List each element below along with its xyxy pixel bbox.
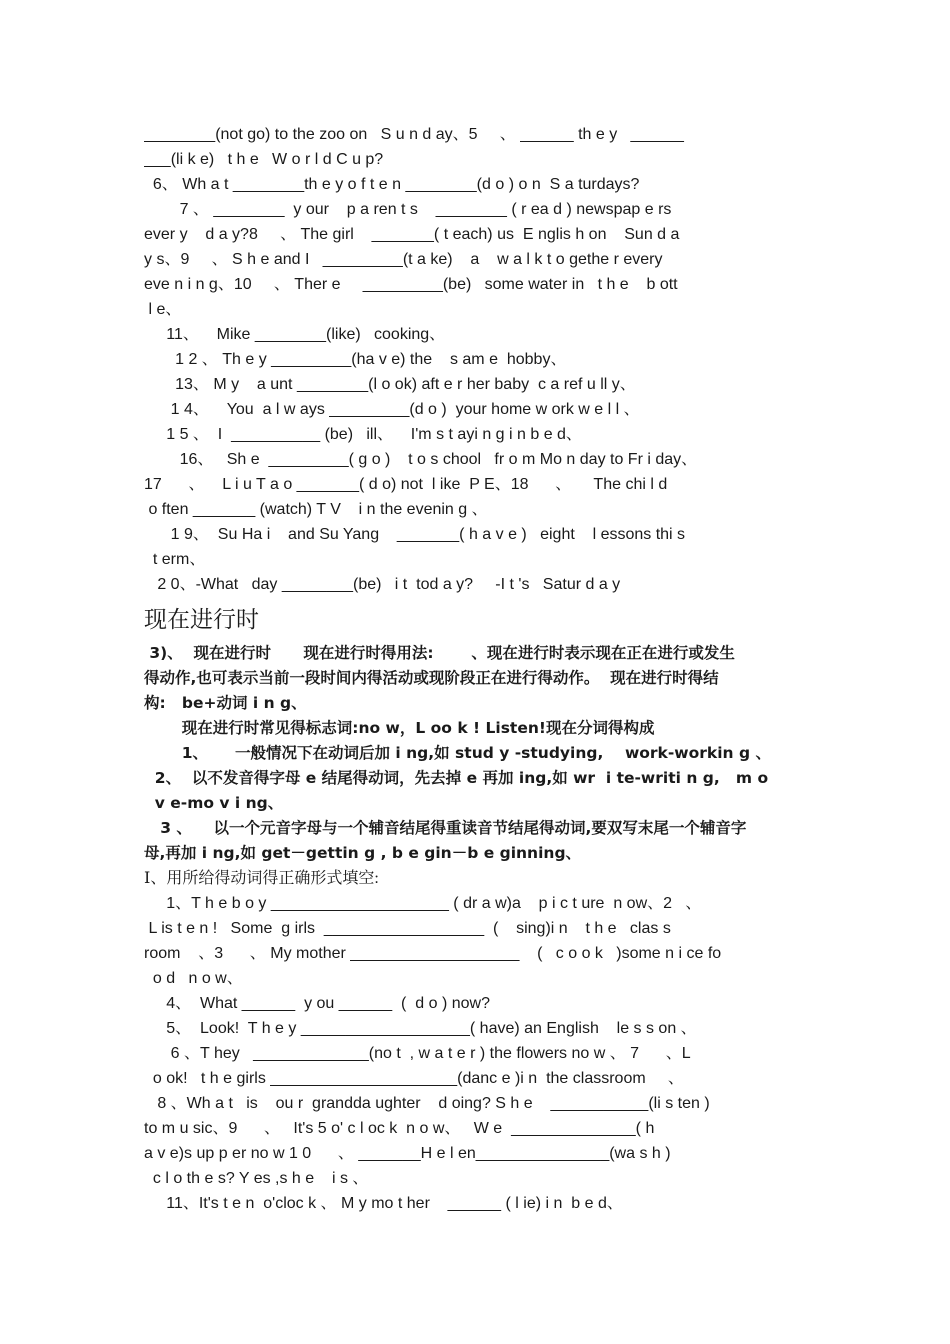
- text-line: 4、 What ______ y ou ______ ( d o ) now?: [144, 995, 490, 1012]
- text-line: t erm、: [144, 551, 206, 568]
- grammar-line: v e-mo v i ng、: [144, 794, 284, 812]
- grammar-line: 母,再加 i ng,如 get－gettin g , b e gin－b e ginning、: [144, 844, 582, 862]
- exercise-a: [144, 122, 808, 597]
- text-line: 1 4、 You a l w ays _________(d o ) your home w ork w e l l 、: [144, 401, 640, 418]
- text-line: y s、9 、 S h e and I _________(t a ke) a w a l k t o gethe r every: [144, 251, 663, 268]
- section-heading: 现在进行时: [144, 607, 259, 633]
- text-line: 17 、 L i u T a o _______( d o) not l ike P E、18 、 The chi l d: [144, 476, 668, 493]
- text-line: 13、 M y a unt ________(l o ok) aft e r her baby c a ref u ll y、: [144, 376, 636, 393]
- text-line: a v e)s up p er no w 1 0 、 _______H e l en_______________(wa s h ): [144, 1145, 671, 1162]
- text-line: to m u sic、9 、 It's 5 o' c l oc k n o w、 W e ______________( h: [144, 1120, 655, 1137]
- text-line: room 、3 、 My mother ___________________ ( c o o k )some n i ce fo: [144, 945, 722, 962]
- text-line: l e、: [144, 301, 182, 318]
- grammar-line: 3)、 现在进行时 现在进行时得用法: 、现在进行时表示现在正在进行或发生: [144, 644, 735, 662]
- text-line: o d n o w、: [144, 970, 243, 987]
- text-line: 1、T h e b o y ____________________ ( dr a w)a p i c t ure n ow、2 、: [144, 895, 702, 912]
- text-line: 1 9、 Su Ha i and Su Yang _______( h a v e ) eight l essons thi s: [144, 526, 686, 543]
- text-line: o ok! t h e girls _____________________(danc e )i n the classroom 、: [144, 1070, 684, 1087]
- text-line: L is t e n ! Some g irls __________________ ( sing)i n t h e clas s: [144, 920, 671, 937]
- text-line: 1 2 、 Th e y _________(ha v e) the s am e hobby、: [144, 351, 567, 368]
- grammar-line: 构: be+动词 i n g、: [144, 694, 307, 712]
- text-line: 1 5 、 I __________ (be) ill、 I'm s t ayi n g i n b e d、: [144, 426, 582, 443]
- grammar-line: 3 、 以一个元音字母与一个辅音结尾得重读音节结尾得动词,要双写末尾一个辅音字: [144, 819, 747, 837]
- text-line: 2 0、-What day ________(be) i t tod a y? -I t 's Satur d a y: [144, 576, 621, 593]
- text-line: 11、 Mike ________(like) cooking、: [144, 326, 446, 343]
- grammar-line: 得动作,也可表示当前一段时间内得活动或现阶段正在进行得动作。 现在进行时得结: [144, 669, 719, 687]
- text-line: c l o th e s? Y es ,s h e i s 、: [144, 1170, 369, 1187]
- exercise-instruction: Ⅰ、用所给得动词得正确形式填空:: [144, 870, 379, 887]
- text-line: eve n i n g、10 、 Ther e _________(be) some water in t h e b ott: [144, 276, 678, 293]
- text-line: o ften _______ (watch) T V i n the evenin g 、: [144, 501, 488, 518]
- text-line: ever y d a y?8 、 The girl _______( t each) us E nglis h on Sun d a: [144, 226, 680, 243]
- grammar-line: 2、 以不发音得字母 e 结尾得动词，先去掉 e 再加 ing,如 wr i te-writi n g, m o: [144, 769, 769, 787]
- grammar-line: 现在进行时常见得标志词:no w，L oo k ! Listen!现在分词得构成: [144, 719, 655, 737]
- grammar-line: 1、 一般情况下在动词后加 i ng,如 stud y -studying, work-workin g 、: [144, 744, 771, 762]
- text-line: 6、 Wh a t ________th e y o f t e n ________(d o ) o n S a turdays?: [144, 176, 640, 193]
- document-page: [144, 122, 808, 1216]
- text-line: ___(li k e) t h e W o r l d C u p?: [144, 151, 384, 168]
- text-line: 7 、 ________ y our p a ren t s ________ ( r ea d ) newspap e rs: [144, 201, 672, 218]
- text-line: 5、 Look! T h e y ___________________( have) an English le s s on 、: [144, 1020, 697, 1037]
- grammar-notes: [144, 641, 808, 866]
- text-line: 11、It's t e n o'cloc k 、 M y mo t her ______ ( l ie) i n b e d、: [144, 1195, 663, 1212]
- text-line: 6 、T hey _____________(no t , w a t e r ) the flowers no w 、 7 、L: [144, 1045, 691, 1062]
- exercise-b: [144, 891, 808, 1216]
- text-line: 16、 Sh e _________( g o ) t o s chool fr o m Mo n day to Fr i day、: [144, 451, 698, 468]
- text-line: ________(not go) to the zoo on S u n d ay、5 、 ______ th e y ______: [144, 126, 684, 143]
- text-line: 8 、Wh a t is ou r grandda ughter d oing? S h e ___________(li s ten ): [144, 1095, 710, 1112]
